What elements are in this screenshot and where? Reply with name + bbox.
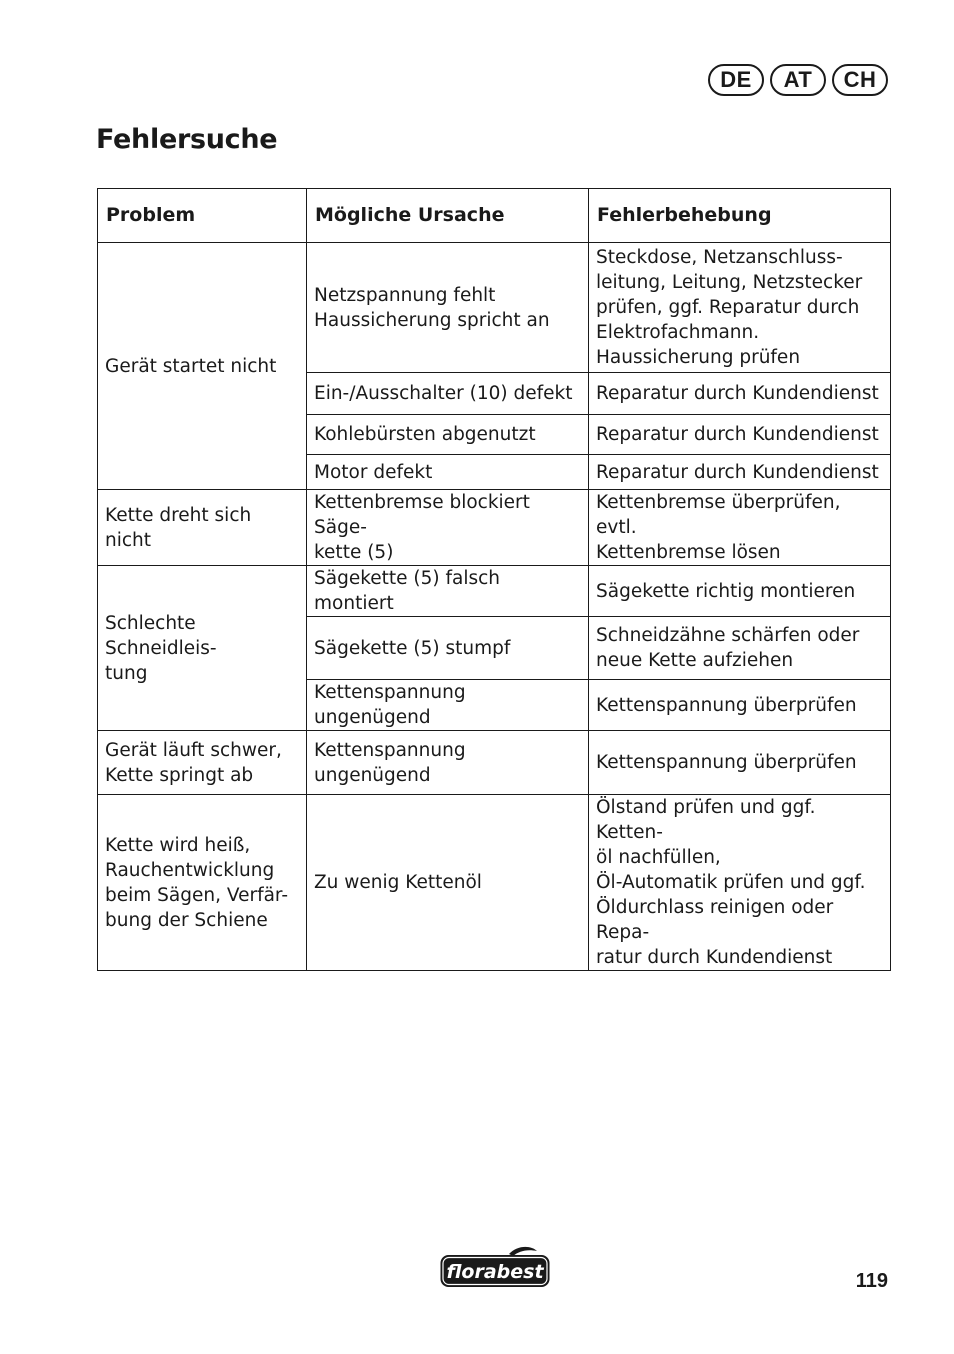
remedy-cell: Kettenspannung überprüfen: [589, 680, 891, 731]
problem-cell: Gerät läuft schwer, Kette springt ab: [98, 731, 307, 795]
brand-wordmark: florabest: [446, 1261, 544, 1283]
cause-cell: Kettenspannung ungenügend: [307, 680, 589, 731]
language-badge-ch: CH: [832, 64, 888, 96]
remedy-cell: Reparatur durch Kundendienst: [589, 415, 891, 455]
cause-cell: Sägekette (5) falsch montiert: [307, 566, 589, 617]
language-badge-de: DE: [708, 64, 764, 96]
cause-cell: Zu wenig Kettenöl: [307, 795, 589, 971]
remedy-cell: Reparatur durch Kundendienst: [589, 373, 891, 415]
florabest-logo-mark: [439, 1245, 551, 1289]
florabest-logo: [439, 1245, 551, 1293]
remedy-cell: Schneidzähne schärfen oder neue Kette aufziehen: [589, 617, 891, 680]
cause-cell: Kettenbremse blockiert Säge- kette (5): [307, 490, 589, 566]
remedy-cell: Kettenbremse überprüfen, evtl. Kettenbremse lösen: [589, 490, 891, 566]
page-title: Fehlersuche: [96, 124, 278, 155]
remedy-cell: Steckdose, Netzanschluss- leitung, Leitung, Netzstecker prüfen, ggf. Reparatur durch Elektrofachmann. Haussicherung prüfen: [589, 243, 891, 373]
table-row: [98, 490, 891, 566]
header-cause: Mögliche Ursache: [307, 189, 589, 243]
table-row: [98, 795, 891, 971]
remedy-cell: Kettenspannung überprüfen: [589, 731, 891, 795]
cause-cell: Motor defekt: [307, 455, 589, 490]
language-badges: [708, 64, 888, 96]
troubleshooting-table: [97, 188, 891, 971]
problem-cell: Schlechte Schneidleis- tung: [98, 566, 307, 731]
table-row: [98, 566, 891, 617]
cause-cell: Kohlebürsten abgenutzt: [307, 415, 589, 455]
problem-cell: Gerät startet nicht: [98, 243, 307, 490]
remedy-cell: Reparatur durch Kundendienst: [589, 455, 891, 490]
table-row: [98, 243, 891, 373]
header-remedy: Fehlerbehebung: [589, 189, 891, 243]
cause-cell: Ein-/Ausschalter (10) defekt: [307, 373, 589, 415]
table-header-row: [98, 189, 891, 243]
cause-cell: Sägekette (5) stumpf: [307, 617, 589, 680]
table-row: [98, 731, 891, 795]
language-badge-at: AT: [770, 64, 826, 96]
page-number: 119: [855, 1270, 888, 1292]
remedy-cell: Sägekette richtig montieren: [589, 566, 891, 617]
remedy-cell: Ölstand prüfen und ggf. Ketten- öl nachfüllen, Öl-Automatik prüfen und ggf. Öldurchlass reinigen oder Repa- ratur durch Kundendienst: [589, 795, 891, 971]
problem-cell: Kette dreht sich nicht: [98, 490, 307, 566]
cause-cell: Kettenspannung ungenügend: [307, 731, 589, 795]
header-problem: Problem: [98, 189, 307, 243]
cause-cell: Netzspannung fehlt Haussicherung spricht an: [307, 243, 589, 373]
problem-cell: Kette wird heiß, Rauchentwicklung beim Sägen, Verfär- bung der Schiene: [98, 795, 307, 971]
